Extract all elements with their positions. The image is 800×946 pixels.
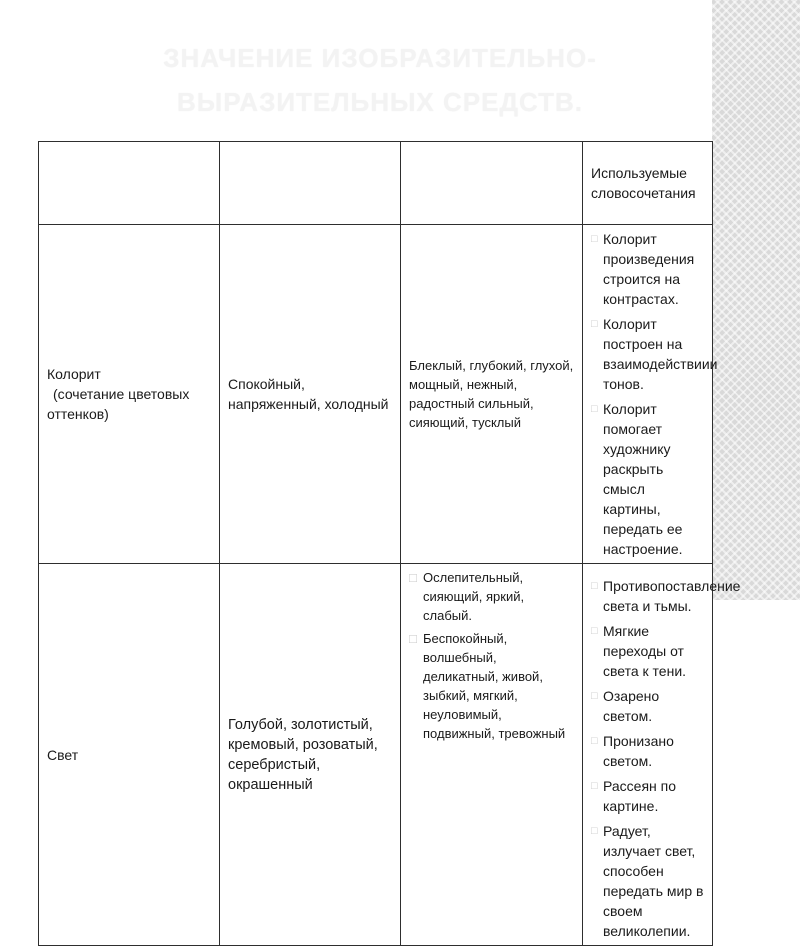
list-item [591, 399, 704, 559]
row-name: Свет [47, 746, 79, 763]
list-item [591, 776, 704, 816]
adjective-text: Беспокойный, волшебный, деликатный, живой, зыбкий, мягкий, неуловимый, подвижный, тревожный [423, 631, 566, 741]
adjectives-cell-2: Блеклый, глубокий, глухой, мощный, нежный, радостный сильный, сияющий, тусклый [401, 225, 583, 564]
square-bullet-icon: □ [591, 318, 598, 330]
phrase-text: Радует, излучает свет, способен передать мир в своем великолепии. [603, 823, 704, 939]
row-name: Колорит [47, 366, 101, 382]
title-line-2: ВЫРАЗИТЕЛЬНЫХ СРЕДСТВ. [177, 87, 583, 117]
decorative-side-band [712, 0, 800, 600]
list-item [591, 731, 704, 771]
phrase-text: Рассеян по картине. [603, 778, 677, 814]
phrase-text: Противопоставление света и тьмы. [603, 578, 741, 614]
square-bullet-icon: □ [591, 690, 598, 702]
header-cell-2 [220, 142, 401, 225]
header-cell-3 [401, 142, 583, 225]
adjectives-cell-1: Голубой, золотистый, кремовый, розоватый, серебристый, окрашенный [220, 564, 401, 946]
list-item [409, 568, 574, 625]
list-item [591, 314, 718, 394]
list-item [409, 629, 574, 743]
phrase-text: Мягкие переходы от света к тени. [603, 623, 687, 679]
adjectives-cell-2 [401, 564, 583, 946]
means-table [38, 141, 741, 946]
phrase-text: Озарено светом. [603, 688, 660, 724]
square-bullet-icon: □ [591, 825, 598, 837]
list-item [591, 821, 704, 941]
title-line-1: ЗНАЧЕНИЕ ИЗОБРАЗИТЕЛЬНО- [163, 43, 597, 73]
row-name-desc: (сочетание цветовых оттенков) [47, 386, 190, 422]
square-bullet-icon: □ [591, 580, 598, 592]
phrase-text: Пронизано светом. [603, 733, 674, 769]
phrase-text: Колорит произведения строится на контрастах. [603, 231, 695, 307]
list-item [591, 686, 704, 726]
phrase-text: Колорит помогает художнику раскрыть смысл картины, передать ее настроение. [603, 401, 683, 557]
table-row-svet [39, 564, 713, 946]
square-bullet-icon: □ [591, 625, 598, 637]
list-item [591, 576, 741, 616]
adjective-text: Ослепительный, сияющий, яркий, слабый. [423, 570, 525, 623]
table-row-kolorit [39, 225, 713, 564]
header-cell-phrases: Используемые словосочетания [583, 142, 713, 225]
adjectives-cell-1: Спокойный, напряженный, холодный [220, 225, 401, 564]
list-item [591, 229, 704, 309]
square-bullet-icon: □ [409, 631, 417, 646]
phrase-text: Колорит построен на взаимодействиии тонов. [603, 316, 718, 392]
square-bullet-icon: □ [591, 735, 598, 747]
slide-title [120, 36, 640, 124]
phrases-cell [583, 225, 718, 564]
row-name-cell [39, 564, 220, 946]
square-bullet-icon: □ [591, 233, 598, 245]
square-bullet-icon: □ [409, 570, 417, 585]
list-item [591, 621, 704, 681]
table-header-row [39, 142, 713, 225]
header-cell-1 [39, 142, 220, 225]
square-bullet-icon: □ [591, 780, 598, 792]
phrases-cell [583, 564, 741, 946]
row-name-cell [39, 225, 220, 564]
square-bullet-icon: □ [591, 403, 598, 415]
